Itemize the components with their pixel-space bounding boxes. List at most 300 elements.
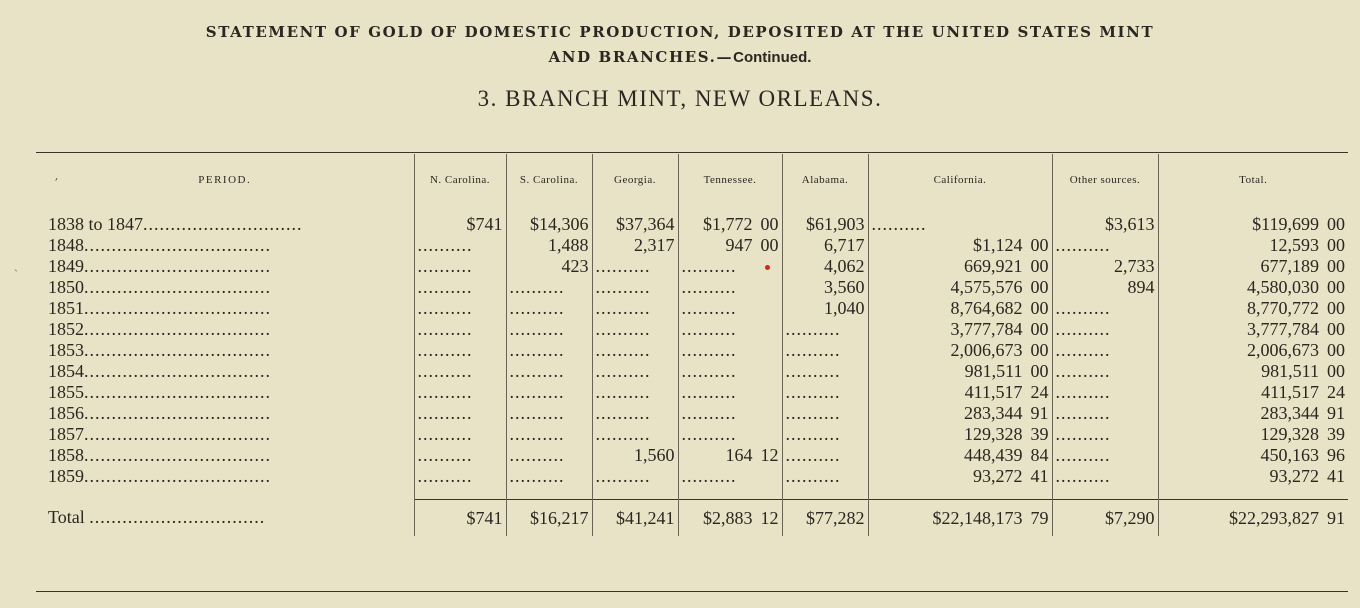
cents: 00 (1327, 361, 1345, 381)
cents: 39 (1327, 424, 1345, 444)
leader-dots: .................................. (84, 424, 271, 444)
cell-south-carolina (506, 256, 592, 277)
table-top-rule (36, 152, 1348, 153)
col-other-sources: Other sources. (1052, 154, 1158, 206)
cell-california (868, 298, 1052, 319)
cell-north-carolina (414, 445, 506, 466)
leader-dots: .......... (417, 319, 473, 339)
cell-total (1158, 445, 1348, 466)
cell-georgia (592, 403, 678, 424)
amount: 3,777,784 (1247, 319, 1319, 339)
statement-title (0, 20, 1360, 70)
col-georgia: Georgia. (592, 154, 678, 206)
cell-other-sources (1052, 298, 1158, 319)
leader-dots: .......... (1055, 403, 1111, 423)
cents: 41 (1327, 466, 1345, 486)
cell-total (1158, 235, 1348, 256)
cell-alabama (782, 445, 868, 466)
cell-california (868, 445, 1052, 466)
leader-dots: .......... (785, 382, 841, 402)
cell-georgia (592, 361, 678, 382)
period-label: 1858 (48, 445, 84, 465)
cell-tennessee (678, 424, 782, 445)
amount: 93,272 (1269, 466, 1319, 486)
cents: 91 (1327, 507, 1345, 528)
leader-dots: .......... (417, 466, 473, 486)
cents: 96 (1327, 445, 1345, 465)
leader-dots: .......... (1055, 445, 1111, 465)
cell-other-sources (1052, 319, 1158, 340)
cell-total (1158, 466, 1348, 487)
leader-dots: .......... (595, 382, 651, 402)
leader-dots: .......... (1055, 340, 1111, 360)
amount: 411,517 (1261, 382, 1319, 402)
table-row (36, 466, 1348, 487)
col-north-carolina: N. Carolina. (414, 154, 506, 206)
leader-dots: .......... (681, 256, 737, 276)
cell-south-carolina: $16,217 (506, 500, 592, 537)
period-label: 1854 (48, 361, 84, 381)
cell-georgia (592, 319, 678, 340)
stray-mark: ˎ (14, 258, 18, 272)
table-row (36, 235, 1348, 256)
cents: 00 (1030, 256, 1049, 276)
period-label: 1838 to 1847 (48, 214, 144, 234)
leader-dots: .......... (509, 424, 565, 444)
leader-dots: .......... (509, 382, 565, 402)
cell-period (36, 319, 414, 340)
amount: 2,006,673 (1247, 340, 1319, 360)
title-line-1: STATEMENT OF GOLD OF DOMESTIC PRODUCTION, DEPOSITED AT THE UNITED STATES MINT (205, 23, 1155, 41)
leader-dots: .................................. (84, 235, 271, 255)
cell-california (868, 466, 1052, 487)
cell-california (868, 235, 1052, 256)
cell-period (36, 235, 414, 256)
table-row (36, 277, 1348, 298)
col-tennessee: Tennessee. (678, 154, 782, 206)
cell-total (1158, 298, 1348, 319)
period-label: 1850 (48, 277, 84, 297)
amount: $61,903 (806, 214, 865, 234)
cell-california (868, 500, 1052, 537)
cell-period (36, 340, 414, 361)
amount: 1,488 (548, 235, 589, 255)
leader-dots: .......... (509, 466, 565, 486)
amount: $22,148,173 (932, 507, 1023, 528)
leader-dots: .......... (417, 277, 473, 297)
amount: 4,575,576 (950, 277, 1023, 297)
leader-dots: .......... (1055, 466, 1111, 486)
cell-north-carolina (414, 298, 506, 319)
leader-dots: .......... (417, 403, 473, 423)
leader-dots: .......... (417, 256, 473, 276)
period-label: 1852 (48, 319, 84, 339)
cell-period (36, 277, 414, 298)
leader-dots: .......... (785, 340, 841, 360)
leader-dots: .......... (417, 298, 473, 318)
cents: 00 (1327, 277, 1345, 297)
leader-dots: .......... (681, 466, 737, 486)
cell-other-sources (1052, 424, 1158, 445)
cell-north-carolina (414, 206, 506, 235)
col-alabama: Alabama. (782, 154, 868, 206)
period-label: 1856 (48, 403, 84, 423)
cell-total (1158, 319, 1348, 340)
amount: 3,560 (824, 277, 865, 297)
leader-dots: .......... (595, 298, 651, 318)
leader-dots: .......... (681, 340, 737, 360)
table-row (36, 403, 1348, 424)
cell-north-carolina (414, 424, 506, 445)
leader-dots: .................................. (84, 445, 271, 465)
leader-dots: .......... (871, 214, 927, 234)
cell-georgia (592, 277, 678, 298)
amount: $2,883 (703, 507, 753, 528)
cell-period (36, 382, 414, 403)
cell-alabama (782, 235, 868, 256)
leader-dots: .......... (1055, 382, 1111, 402)
leader-dots: .......... (595, 403, 651, 423)
cell-south-carolina (506, 466, 592, 487)
amount: 411,517 (964, 382, 1023, 402)
cell-period (36, 206, 414, 235)
leader-dots: .......... (417, 340, 473, 360)
cell-south-carolina (506, 424, 592, 445)
amount: 677,189 (1260, 256, 1319, 276)
amount: 93,272 (973, 466, 1023, 486)
cents: 00 (1327, 235, 1345, 255)
cell-north-carolina (414, 340, 506, 361)
cell-alabama (782, 424, 868, 445)
leader-dots: .......... (595, 361, 651, 381)
cell-alabama (782, 403, 868, 424)
cell-california (868, 382, 1052, 403)
cell-georgia (592, 256, 678, 277)
leader-dots: .......... (785, 424, 841, 444)
cell-south-carolina (506, 206, 592, 235)
leader-dots: .......... (785, 319, 841, 339)
period-label: 1859 (48, 466, 84, 486)
leader-dots: .................................. (84, 298, 271, 318)
leader-dots: .......... (1055, 319, 1111, 339)
cell-california (868, 319, 1052, 340)
amount: 450,163 (1260, 445, 1319, 465)
table-row (36, 361, 1348, 382)
leader-dots: .......... (681, 424, 737, 444)
cents: 79 (1030, 507, 1049, 528)
amount: 8,764,682 (950, 298, 1023, 318)
cell-north-carolina (414, 319, 506, 340)
cell-south-carolina (506, 277, 592, 298)
col-south-carolina: S. Carolina. (506, 154, 592, 206)
cell-tennessee (678, 298, 782, 319)
cell-south-carolina (506, 361, 592, 382)
cell-georgia (592, 206, 678, 235)
leader-dots: .......... (595, 466, 651, 486)
amount: 283,344 (964, 403, 1023, 423)
leader-dots: .......... (417, 445, 473, 465)
cell-total (1158, 403, 1348, 424)
cell-other-sources (1052, 277, 1158, 298)
cell-california (868, 361, 1052, 382)
cell-tennessee (678, 206, 782, 235)
amount: 669,921 (964, 256, 1023, 276)
cents: 00 (1030, 340, 1049, 360)
leader-dots: .......... (681, 361, 737, 381)
amount: $37,364 (616, 214, 675, 234)
cell-california (868, 256, 1052, 277)
table-row (36, 319, 1348, 340)
cents: 00 (1030, 361, 1049, 381)
cell-tennessee (678, 403, 782, 424)
leader-dots: .......... (417, 361, 473, 381)
cell-other-sources (1052, 256, 1158, 277)
cell-tennessee (678, 382, 782, 403)
leader-dots: .................................. (84, 466, 271, 486)
period-label: 1857 (48, 424, 84, 444)
cell-period (36, 500, 414, 537)
leader-dots: .......... (509, 445, 565, 465)
leader-dots: .......... (681, 382, 737, 402)
cents: 00 (1327, 340, 1345, 360)
leader-dots: .......... (681, 298, 737, 318)
cents: 91 (1030, 403, 1049, 423)
cell-alabama (782, 382, 868, 403)
leader-dots: .......... (509, 298, 565, 318)
leader-dots: .......... (785, 403, 841, 423)
cell-other-sources (1052, 403, 1158, 424)
leader-dots: .................................. (84, 256, 271, 276)
col-california: California. (868, 154, 1052, 206)
cell-georgia (592, 235, 678, 256)
table-row (36, 424, 1348, 445)
cell-south-carolina (506, 403, 592, 424)
cents: 00 (1030, 319, 1049, 339)
cell-georgia (592, 298, 678, 319)
cell-total (1158, 500, 1348, 537)
amount: 1,560 (634, 445, 675, 465)
spacer-row (36, 487, 1348, 500)
leader-dots: .................................. (84, 361, 271, 381)
cell-other-sources (1052, 445, 1158, 466)
leader-dots: .......... (417, 424, 473, 444)
amount: $741 (466, 214, 503, 234)
cell-total (1158, 277, 1348, 298)
leader-dots: .......... (595, 340, 651, 360)
leader-dots: .......... (595, 424, 651, 444)
leader-dots: .................................. (84, 340, 271, 360)
amount: 129,328 (1260, 424, 1319, 444)
cell-period (36, 466, 414, 487)
cell-alabama (782, 361, 868, 382)
cents: 12 (760, 445, 779, 465)
cents: 00 (1030, 235, 1049, 255)
cell-period (36, 445, 414, 466)
period-label: 1853 (48, 340, 84, 360)
cell-california (868, 403, 1052, 424)
amount: 283,344 (1260, 403, 1319, 423)
cell-south-carolina (506, 445, 592, 466)
cell-north-carolina (414, 382, 506, 403)
leader-dots: ............................. (143, 214, 303, 234)
leader-dots: .......... (1055, 361, 1111, 381)
cell-alabama (782, 256, 868, 277)
cell-total (1158, 382, 1348, 403)
cell-georgia (592, 382, 678, 403)
leader-dots: .......... (595, 277, 651, 297)
cell-tennessee (678, 466, 782, 487)
stray-mark: ʼ (54, 176, 58, 190)
cell-period (36, 298, 414, 319)
amount: 1,040 (824, 298, 865, 318)
table-bottom-rule (36, 591, 1348, 592)
leader-dots: .......... (681, 319, 737, 339)
table-row (36, 340, 1348, 361)
cell-period (36, 403, 414, 424)
amount: 2,733 (1114, 256, 1155, 276)
cell-north-carolina: $741 (414, 500, 506, 537)
cell-north-carolina (414, 235, 506, 256)
cell-tennessee (678, 500, 782, 537)
amount: 8,770,772 (1247, 298, 1319, 318)
cell-alabama (782, 466, 868, 487)
cell-georgia (592, 466, 678, 487)
cents: 00 (1327, 256, 1345, 276)
cents: 84 (1030, 445, 1049, 465)
cents: 00 (1327, 319, 1345, 339)
cell-tennessee (678, 319, 782, 340)
cell-tennessee (678, 235, 782, 256)
cell-georgia (592, 340, 678, 361)
table-row (36, 206, 1348, 235)
leader-dots: .......... (785, 466, 841, 486)
cell-tennessee (678, 445, 782, 466)
cell-south-carolina (506, 298, 592, 319)
leader-dots: .......... (417, 235, 473, 255)
cell-georgia (592, 445, 678, 466)
table-row (36, 298, 1348, 319)
amount: 947 (725, 235, 753, 255)
cell-alabama (782, 206, 868, 235)
total-label: Total (48, 507, 85, 528)
cell-california (868, 206, 1052, 235)
leader-dots: .......... (509, 340, 565, 360)
amount: 2,317 (634, 235, 675, 255)
cell-total (1158, 340, 1348, 361)
title-line-2 (0, 45, 1360, 70)
cents: 00 (760, 214, 779, 234)
cents: 12 (760, 507, 779, 528)
amount: 6,717 (824, 235, 865, 255)
leader-dots: .......... (417, 382, 473, 402)
leader-dots: .......... (595, 319, 651, 339)
cell-georgia: $41,241 (592, 500, 678, 537)
gold-deposits-table (36, 154, 1348, 536)
title-line-2-text: AND BRANCHES.— (548, 48, 734, 66)
cell-total (1158, 361, 1348, 382)
table-row (36, 445, 1348, 466)
cents: 00 (1030, 298, 1049, 318)
cell-california (868, 340, 1052, 361)
cell-california (868, 277, 1052, 298)
cents: 00 (760, 235, 779, 255)
amount: $3,613 (1105, 214, 1155, 234)
amount: 2,006,673 (950, 340, 1023, 360)
cell-alabama (782, 340, 868, 361)
leader-dots: .......... (509, 403, 565, 423)
cents: 91 (1327, 403, 1345, 423)
table-row (36, 256, 1348, 277)
leader-dots: .......... (681, 403, 737, 423)
amount: 423 (561, 256, 589, 276)
amount: $22,293,827 (1229, 507, 1319, 528)
cents: 24 (1030, 382, 1049, 402)
leader-dots: .......... (509, 361, 565, 381)
leader-dots: .......... (1055, 235, 1111, 255)
leader-dots: .................................. (84, 319, 271, 339)
leader-dots: .......... (509, 277, 565, 297)
cell-tennessee (678, 361, 782, 382)
cell-other-sources (1052, 206, 1158, 235)
cell-other-sources (1052, 340, 1158, 361)
cell-alabama: $77,282 (782, 500, 868, 537)
cell-south-carolina (506, 382, 592, 403)
period-label: 1855 (48, 382, 84, 402)
table-row (36, 382, 1348, 403)
cell-other-sources (1052, 361, 1158, 382)
cell-tennessee (678, 340, 782, 361)
cell-california (868, 424, 1052, 445)
cell-period (36, 256, 414, 277)
leader-dots: .......... (785, 361, 841, 381)
cell-north-carolina (414, 256, 506, 277)
cell-other-sources (1052, 235, 1158, 256)
leader-dots: .................................. (84, 382, 271, 402)
cell-period (36, 424, 414, 445)
total-row (36, 500, 1348, 537)
cents: 00 (1327, 298, 1345, 318)
cents: 41 (1030, 466, 1049, 486)
cents: 00 (1327, 214, 1345, 234)
cell-south-carolina (506, 235, 592, 256)
amount: 4,580,030 (1247, 277, 1319, 297)
cell-georgia (592, 424, 678, 445)
header-row (36, 154, 1348, 206)
section-subtitle: 3. BRANCH MINT, NEW ORLEANS. (477, 86, 883, 111)
leader-dots: .......... (785, 445, 841, 465)
col-total: Total. (1158, 154, 1348, 206)
title-continued: Continued. (733, 49, 812, 66)
col-period: PERIOD. (198, 174, 252, 186)
period-label: 1849 (48, 256, 84, 276)
period-label: 1848 (48, 235, 84, 255)
amount: 12,593 (1269, 235, 1319, 255)
leader-dots: .......... (509, 319, 565, 339)
amount: 129,328 (964, 424, 1023, 444)
cell-total (1158, 424, 1348, 445)
period-label: 1851 (48, 298, 84, 318)
leader-dots: .................................. (84, 277, 271, 297)
cell-south-carolina (506, 319, 592, 340)
leader-dots: .......... (681, 277, 737, 297)
cell-north-carolina (414, 466, 506, 487)
cell-south-carolina (506, 340, 592, 361)
amount: $1,772 (703, 214, 753, 234)
amount: 448,439 (964, 445, 1023, 465)
amount: $1,124 (973, 235, 1023, 255)
cell-total (1158, 206, 1348, 235)
leader-dots: .......... (1055, 298, 1111, 318)
